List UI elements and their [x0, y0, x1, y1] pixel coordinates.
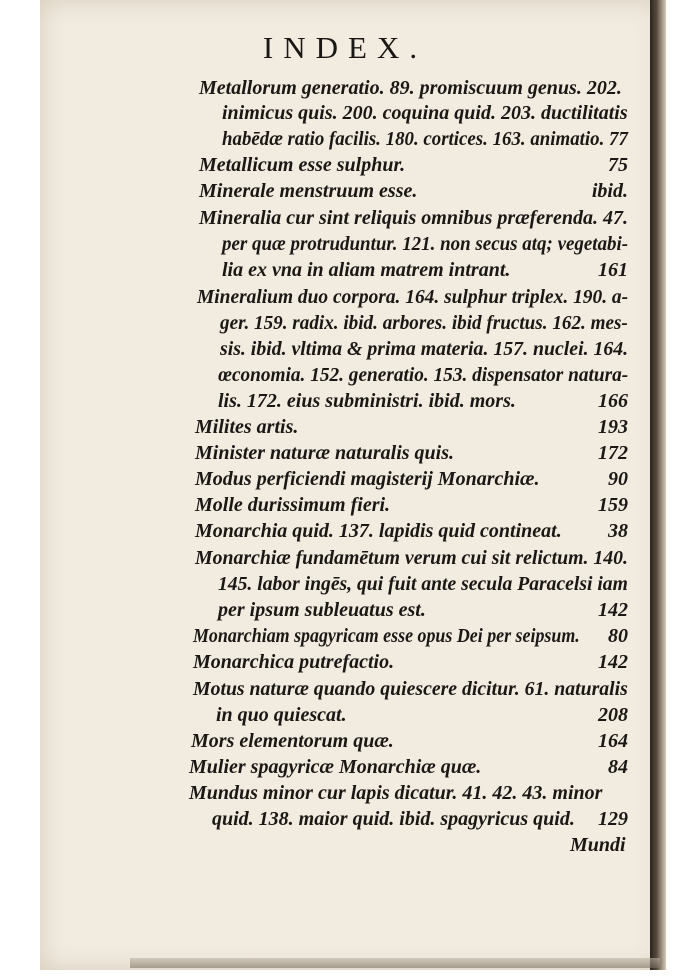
index-entry-line: quid. 138. maior quid. ibid. spagyricus quid. [212, 808, 575, 830]
page-reference: 166 [598, 390, 628, 412]
page-reference: 84 [608, 756, 628, 778]
index-entry-line: Metallicum esse sulphur. [199, 154, 406, 176]
index-entry-line: Minister naturæ naturalis quis. [195, 442, 454, 464]
index-entry-line: Mineralium duo corpora. 164. sulphur triplex. 190. a- [197, 286, 629, 308]
catchword: Mundi [570, 834, 626, 856]
index-entry-line: per quæ protruduntur. 121. non secus atq; vegetabi- [222, 233, 629, 255]
page-gutter-shadow [650, 0, 666, 970]
index-entry-line: in quo quiescat. [216, 704, 347, 726]
page-bottom-edge [130, 958, 660, 968]
index-entry-line: lia ex vna in aliam matrem intrant. [222, 259, 511, 281]
page-reference: 193 [598, 416, 628, 438]
page-reference: 164 [598, 730, 628, 752]
index-entry-line: Mors elementorum quæ. [191, 730, 394, 752]
page-reference: 38 [608, 520, 628, 542]
page-reference: 208 [598, 704, 628, 726]
page-reference: 142 [598, 651, 628, 673]
index-entry-line: Mulier spagyricæ Monarchiæ quæ. [189, 756, 482, 778]
index-entry-line: œconomia. 152. generatio. 153. dispensator natura- [218, 364, 629, 386]
index-entry-line: Motus naturæ quando quiescere dicitur. 61. naturalis [193, 678, 628, 700]
page-reference: 90 [608, 468, 628, 490]
index-entry-line: lis. 172. eius subministri. ibid. mors. [218, 390, 516, 412]
index-entry-line: Mineralia cur sint reliquis omnibus præferenda. 47. [199, 207, 628, 229]
page-reference: 75 [608, 154, 628, 176]
index-entry-line: Modus perficiendi magisterij Monarchiæ. [195, 468, 540, 490]
index-entry-line: Monarchiæ fundamētum verum cui sit relictum. 140. [195, 547, 629, 569]
index-entry-line: Minerale menstruum esse. [199, 180, 418, 202]
index-entry-line: sis. ibid. vltima & prima materia. 157. nuclei. 164. [220, 338, 629, 360]
page-reference: 80 [608, 625, 628, 647]
page-reference: 172 [598, 442, 628, 464]
page-reference: 142 [598, 599, 628, 621]
index-entry-line: 145. labor ingēs, qui fuit ante secula Paracelsi iam [218, 573, 628, 595]
page-reference: 161 [598, 259, 628, 281]
index-entry-line: Monarchiam spagyricam esse opus Dei per seipsum. [193, 625, 580, 647]
index-entry-line: Monarchica putrefactio. [193, 651, 395, 673]
index-entry-line: habēdæ ratio facilis. 180. cortices. 163. animatio. 77 [222, 128, 628, 150]
page-header: INDEX. [262, 30, 428, 65]
index-entry-line: ger. 159. radix. ibid. arbores. ibid fructus. 162. mes- [220, 312, 628, 334]
page-reference: 129 [598, 808, 628, 830]
index-entry-line: Milites artis. [195, 416, 299, 438]
index-entry-line: inimicus quis. 200. coquina quid. 203. ductilitatis [222, 102, 628, 124]
index-entry-line: Mundus minor cur lapis dicatur. 41. 42. 43. minor [189, 782, 603, 804]
index-entry-line: Monarchia quid. 137. lapidis quid contineat. [195, 520, 562, 542]
page-reference: ibid. [591, 180, 628, 202]
index-entry-line: Molle durissimum fieri. [195, 494, 391, 516]
page-reference: 159 [598, 494, 628, 516]
index-entry-line: per ipsum subleuatus est. [218, 599, 426, 621]
index-entry-line: Metallorum generatio. 89. promiscuum genus. 202. [199, 77, 622, 99]
